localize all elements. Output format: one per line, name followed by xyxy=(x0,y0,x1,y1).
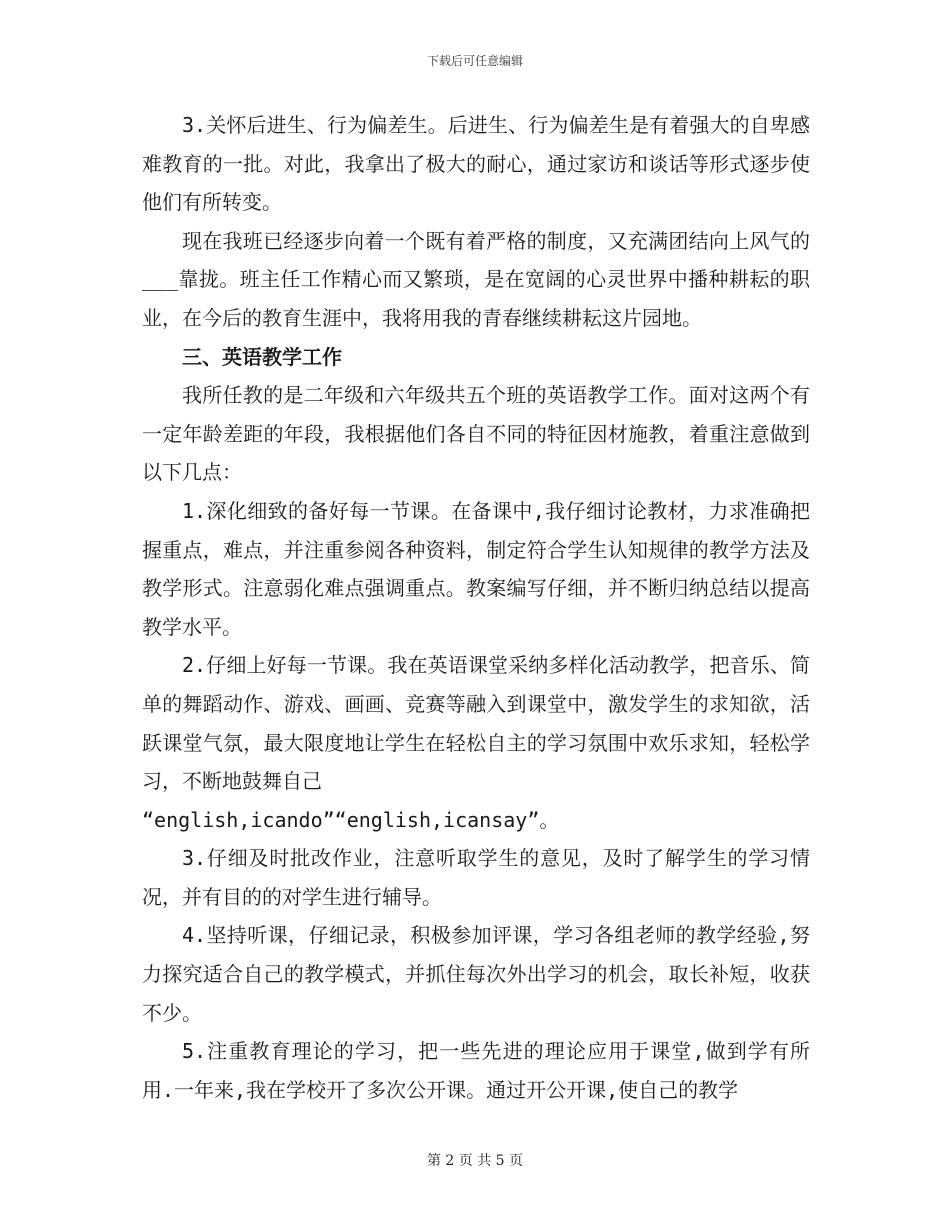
paragraph-teaching-class: 2.仔细上好每一节课。我在英语课堂采纳多样化活动教学，把音乐、简单的舞蹈动作、游戏、画画、竞赛等融入到课堂中，激发学生的求知欲，活跃课堂气氛，最大限度地让学生在轻松自主的学习氛围中欢乐求知，轻松学习，不断地鼓舞自己 xyxy=(142,653,810,794)
document-body xyxy=(142,106,810,1109)
paragraph-english-intro: 我所任教的是二年级和六年级共五个班的英语教学工作。面对这两个有一定年龄差距的年段，我根据他们各自不同的特征因材施教，着重注意做到以下几点： xyxy=(142,383,810,485)
page-header: 下载后可任意编辑 xyxy=(426,54,523,68)
paragraph-care-students: 3.关怀后进生、行为偏差生。后进生、行为偏差生是有着强大的自卑感难教育的一批。对此，我拿出了极大的耐心，通过家访和谈话等形式逐步使他们有所转变。 xyxy=(142,113,810,215)
section-heading-english-teaching: 三、英语教学工作 xyxy=(182,344,342,369)
page-footer: 第 2 页 共 5 页 xyxy=(426,1153,524,1169)
paragraph-observe-classes: 4.坚持听课，仔细记录，积极参加评课，学习各组老师的教学经验,努力探究适合自己的教学模式，并抓住每次外出学习的机会，取长补短，收获不少。 xyxy=(142,923,810,1025)
paragraph-homework: 3.仔细及时批改作业，注意听取学生的意见，及时了解学生的学习情况，并有目的的对学生进行辅导。 xyxy=(142,846,810,909)
paragraph-theory-study: 5.注重教育理论的学习，把一些先进的理论应用于课堂,做到学有所用.一年来,我在学校开了多次公开课。通过开公开课,使自己的教学 xyxy=(142,1039,810,1102)
paragraph-english-slogan: “english,icando”“english,icansay”。 xyxy=(142,807,560,832)
paragraph-lesson-prep: 1.深化细致的备好每一节课。在备课中,我仔细讨论教材，力求准确把握重点，难点，并注重参阅各种资料，制定符合学生认知规律的教学方法及教学形式。注意弱化难点强调重点。教案编写仔细，并不断归纳总结以提高教学水平。 xyxy=(142,498,810,639)
paragraph-class-status: 现在我班已经逐步向着一个既有着严格的制度，又充满团结向上风气的___靠拢。班主任工作精心而又繁琐，是在宽阔的心灵世界中播种耕耘的职业，在今后的教育生涯中，我将用我的青春继续耕耘这片园地。 xyxy=(142,228,810,330)
